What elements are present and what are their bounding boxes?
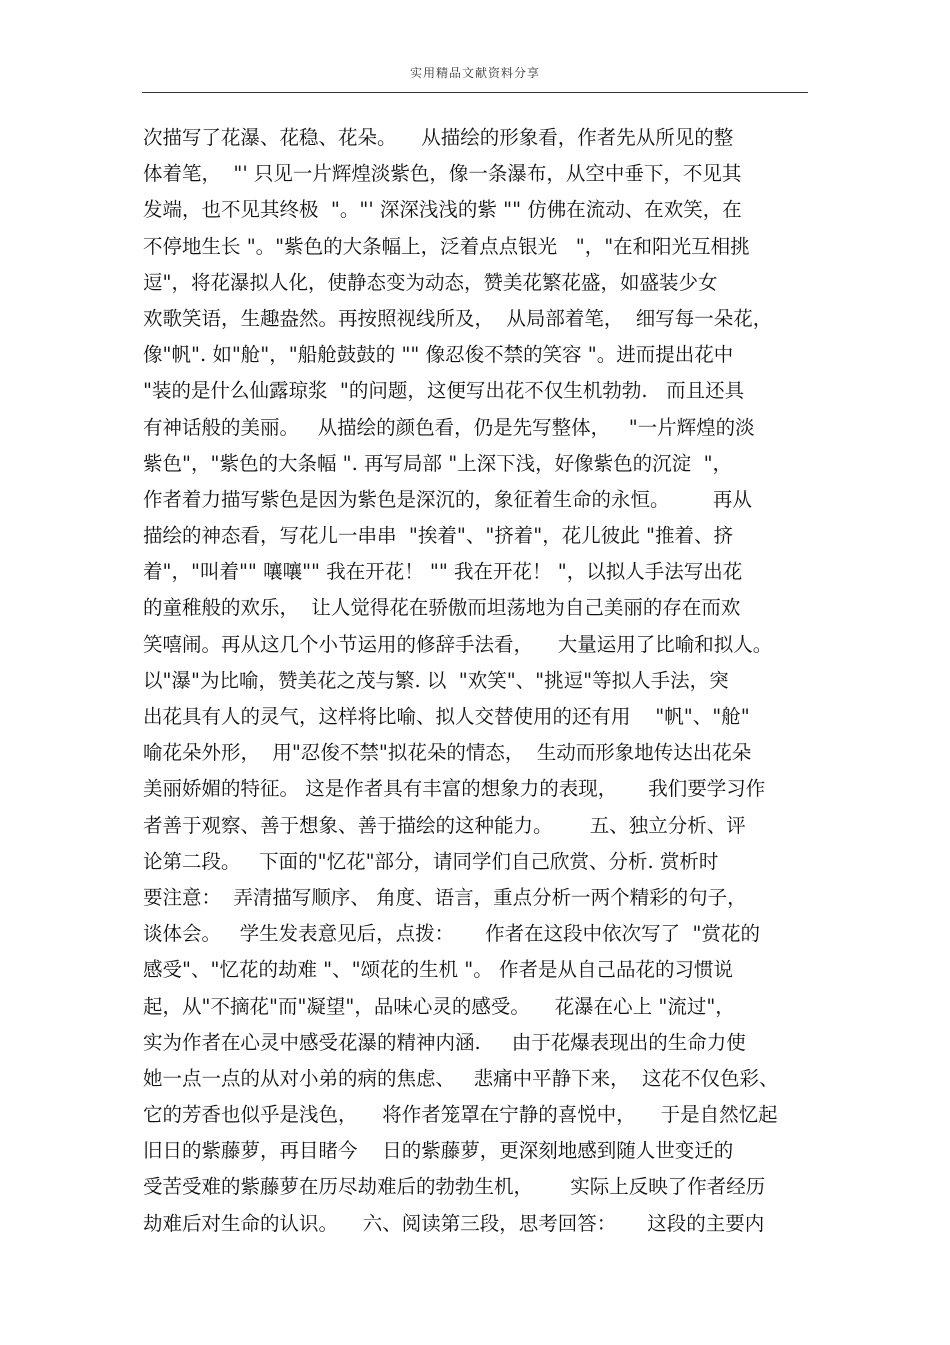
text-line: 像"帆". 如"舱"，"船舱鼓鼓的 "" 像忍俊不禁的笑容 "。进而提出花中: [143, 343, 734, 367]
text-line: 受苦受难的紫藤萝在历尽劫难后的勃勃生机， 实际上反映了作者经历: [143, 1175, 766, 1199]
header-divider: [142, 92, 808, 93]
text-line: 美丽娇媚的特征。 这是作者具有丰富的想象力的表现， 我们要学习作: [143, 777, 766, 801]
text-line: 它的芳香也似乎是浅色， 将作者笼罩在宁静的喜悦中， 于是自然忆起: [143, 1103, 778, 1127]
text-line: 着"，"叫着"" 嚷嚷"" 我在开花！ "" 我在开花！ "，以拟人手法写出花: [143, 560, 743, 584]
text-line: 笑嘻闹。再从这几个小节运用的修辞手法看， 大量运用了比喻和拟人。: [143, 632, 773, 656]
text-line: 论第二段。 下面的"忆花"部分，请同学们自己欣赏、分析. 赏析时: [143, 849, 719, 873]
text-line: 实为作者在心灵中感受花瀑的精神内涵. 由于花爆表现出的生命力使: [143, 1030, 746, 1054]
page-header-title: 实用精品文献资料分享: [409, 66, 540, 80]
text-line: 欢歌笑语，生趣盎然。再按照视线所及， 从局部着笔， 细写每一朵花，: [143, 306, 773, 330]
text-line: "装的是什么仙露琼浆 "的问题，这便写出花不仅生机勃勃. 而且还具: [143, 379, 745, 403]
text-line: 逗"，将花瀑拟人化，使静态变为动态，赞美花繁花盛，如盛装少女: [143, 270, 718, 294]
text-line: 者善于观察、善于想象、善于描绘的这种能力。 五、独立分析、评: [143, 813, 746, 837]
text-line: 以"瀑"为比喻，赞美花之茂与繁. 以 "欢笑"、"挑逗"等拟人手法，突: [143, 668, 729, 692]
text-line: 描绘的神态看，写花儿一串串 "挨着"、"挤着"，花儿彼此 "推着、挤: [143, 524, 733, 548]
text-line: 喻花朵外形， 用"忍俊不禁"拟花朵的情态， 生动而形象地传达出花朵: [143, 741, 752, 765]
text-line: 她一点一点的从对小弟的病的焦虑、 悲痛中平静下来， 这花不仅色彩、: [143, 1066, 779, 1090]
text-line: 不停地生长 "。"紫色的大条幅上，泛着点点银光 "，"在和阳光互相挑: [143, 234, 750, 258]
text-line: 要注意： 弄清描写顺序、 角度、语言，重点分析一两个精彩的句子，: [143, 885, 747, 909]
text-line: 旧日的紫藤萝，再目睹今 日的紫藤萝，更深刻地感到随人世变迁的: [143, 1139, 734, 1163]
text-line: 作者着力描写紫色是因为紫色是深沉的，象征着生命的永恒。 再从: [143, 487, 752, 511]
text-line: 有神话般的美丽。 从描绘的颜色看，仍是先写整体， "一片辉煌的淡: [143, 415, 755, 439]
text-line: 的童稚般的欢乐， 让人觉得花在骄傲而坦荡地为自己美丽的存在而欢: [143, 596, 741, 620]
text-line: 谈体会。 学生发表意见后，点拨： 作者在这段中依次写了 "赏花的: [143, 922, 760, 946]
text-line: 体着笔， "' 只见一片辉煌淡紫色，像一条瀑布，从空中垂下，不见其: [143, 162, 742, 186]
text-line: 发端，也不见其终极 "。"' 深深浅浅的紫 "" 仿佛在流动、在欢笑，在: [143, 198, 742, 222]
text-line: 次描写了花瀑、花稳、花朵。 从描绘的形象看，作者先从所见的整: [143, 126, 734, 149]
text-line: 起，从"不摘花"而"凝望"，品味心灵的感受。 花瀑在心上 "流过"，: [143, 994, 735, 1018]
text-line: 紫色"，"紫色的大条幅 ". 再写局部 "上深下浅，好像紫色的沉淀 "，: [143, 451, 733, 475]
text-line: 感受"、"忆花的劫难 "、"颂花的生机 "。 作者是从自己品花的习惯说: [143, 958, 733, 982]
body-text: [143, 120, 823, 1242]
text-line: 劫难后对生命的认识。 六、阅读第三段，思考回答： 这段的主要内: [143, 1211, 765, 1235]
text-line: 出花具有人的灵气，这样将比喻、拟人交替使用的还有用 "帆"、"舱": [143, 705, 750, 728]
